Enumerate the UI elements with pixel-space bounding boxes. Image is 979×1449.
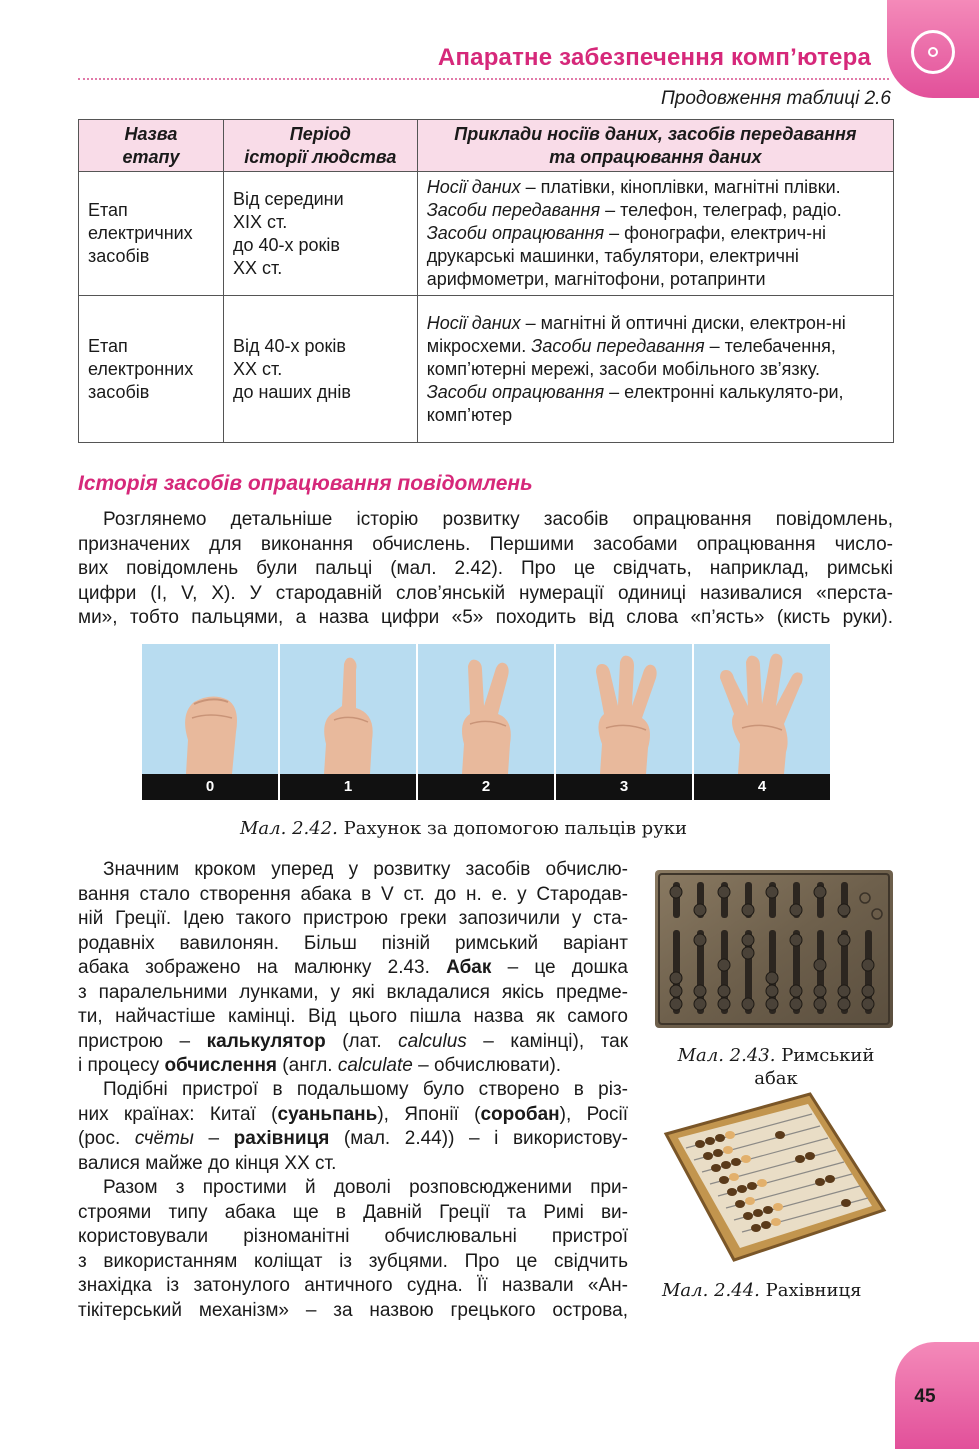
term-obchyslennya: обчислення <box>164 1055 278 1076</box>
figure-number: Мал. 2.42. <box>240 818 338 839</box>
roman-abacus-image <box>655 870 893 1028</box>
schoty-image <box>660 1090 890 1275</box>
term-soroban: соробан <box>480 1103 560 1125</box>
column-header-stage: Назва етапу <box>79 120 224 172</box>
corner-tab <box>887 0 979 98</box>
figure-number: Мал. 2.43. <box>677 1045 776 1066</box>
page-header <box>0 0 979 80</box>
finger-panel <box>280 644 416 800</box>
column-header-period: Період історії людства <box>223 120 417 172</box>
period-cell: Від середини XIX ст. до 40-х років XX ст. <box>223 172 417 296</box>
term-abak: Абак <box>446 957 492 978</box>
three-fingers-image <box>556 644 692 774</box>
fist-image <box>142 644 278 774</box>
figure-caption-text: Рахівниця <box>765 1280 862 1301</box>
chapter-title: Апаратне забезпечення комп’ютера <box>437 44 871 71</box>
table-row <box>79 172 894 296</box>
finger-panel <box>142 644 278 800</box>
four-fingers-image <box>694 644 830 774</box>
section-heading: Історія засобів опрацювання повідомлень <box>78 472 533 495</box>
examples-cell: Носії даних – магнітні й оптичні диски, електрон-ні мікросхеми. Засоби передавання – телебачення, комп’ютерні мережі, засоби мобільного зв’язку. Засоби опрацювання – електронні калькулято-ри, комп’ютер <box>417 296 893 443</box>
figure-caption-text: Римський <box>781 1045 875 1066</box>
finger-panel <box>694 644 830 800</box>
term-suanpan: суаньпань <box>277 1103 378 1125</box>
one-finger-image <box>280 644 416 774</box>
finger-count-label: 0 <box>142 774 278 800</box>
finger-count-label: 2 <box>418 774 554 800</box>
finger-count-label: 3 <box>556 774 692 800</box>
finger-count-label: 4 <box>694 774 830 800</box>
term-kalkulyator: калькулятор <box>206 1030 326 1052</box>
finger-count-label: 1 <box>280 774 416 800</box>
column-header-examples: Приклади носіїв даних, засобів передавання та опрацювання даних <box>417 120 893 172</box>
stages-table <box>78 119 894 443</box>
table-header-row <box>79 120 894 172</box>
antikythera-paragraph: Разом з простими й доволі розповсюдженими при- строями типу абака ще в Давній Греції та Римі ви- користовували різноманітні обчислювальні пристрої з використанням коліщат із зубцями. Про це свідчить знахідка із затонулого античного судна. Її назвали «Ан- тікітерський механізм» – за назвою грецького острова, <box>78 1177 628 1321</box>
abacus-paragraph: Значним кроком уперед у розвитку засобів обчислю- вання стало створення абака в V ст. до н. е. у Стародав- ній Греції. Ідею такого пристрою греки запозичили у ста- родавніх вавилонян. Більш пізній римський варіант абака зображено на малюнку 2.43. Абак – це дошка з паралельними лунками, у які вкладалися якісь предме- ти, найчастіше камінці. Від цього пішла назва як самого пристрою – калькулятор (лат. calculus – камінці), так і процесу обчислення (англ. calculate – обчислювати). <box>78 859 629 1076</box>
figure-2-44-caption <box>662 1280 861 1301</box>
table-continuation-caption: Продовження таблиці 2.6 <box>661 88 891 109</box>
devices-paragraph: Подібні пристрої в подальшому було створено в різ- них країнах: Китаї (суаньпань), Японії (соробан), Росії (рос. счёты – рахівниця (мал. 2.44)) – і використову- валися майже до кінця XX ст. <box>78 1079 628 1174</box>
stage-cell: Етап електричних засобів <box>79 172 224 296</box>
table-row <box>79 296 894 443</box>
figure-caption-text: Рахунок за допомогою пальців руки <box>343 818 688 839</box>
figure-2-42-caption <box>240 818 687 839</box>
two-fingers-image <box>418 644 554 774</box>
term-rakhivnytsya: рахівниця <box>233 1128 330 1149</box>
disc-icon <box>911 30 955 74</box>
finger-counting-figure <box>142 644 830 800</box>
examples-cell: Носії даних – платівки, кіноплівки, магнітні плівки. Засоби передавання – телефон, телеграф, радіо. Засоби опрацювання – фонографи, електрич-ні друкарські машинки, табулятори, електричні арифмометри, магнітофони, ротапринти <box>417 172 893 296</box>
page-number-tab <box>895 1342 979 1449</box>
intro-paragraph: Розглянемо детальніше історію розвитку засобів опрацювання повідомлень, призначених для виконання обчислень. Першими засобами опрацювання число- вих повідомлень були пальці (мал. 2.42). Про це свідчать, наприклад, римські цифри (I, V, X). У стародавній слов’янській нумерації одиниці називалися «перста- ми», тобто пальцями, а назва цифри «5» походить від слова «п’ясть» (кисть руки). <box>78 509 893 628</box>
period-cell: Від 40-х років XX ст. до наших днів <box>223 296 417 443</box>
figure-number: Мал. 2.44. <box>662 1280 760 1301</box>
finger-panel <box>556 644 692 800</box>
page-number: 45 <box>914 1386 936 1407</box>
figure-caption-text: абак <box>754 1068 798 1089</box>
stage-cell: Етап електронних засобів <box>79 296 224 443</box>
finger-panel <box>418 644 554 800</box>
figure-2-43-caption <box>660 1044 892 1090</box>
header-divider <box>78 78 889 80</box>
